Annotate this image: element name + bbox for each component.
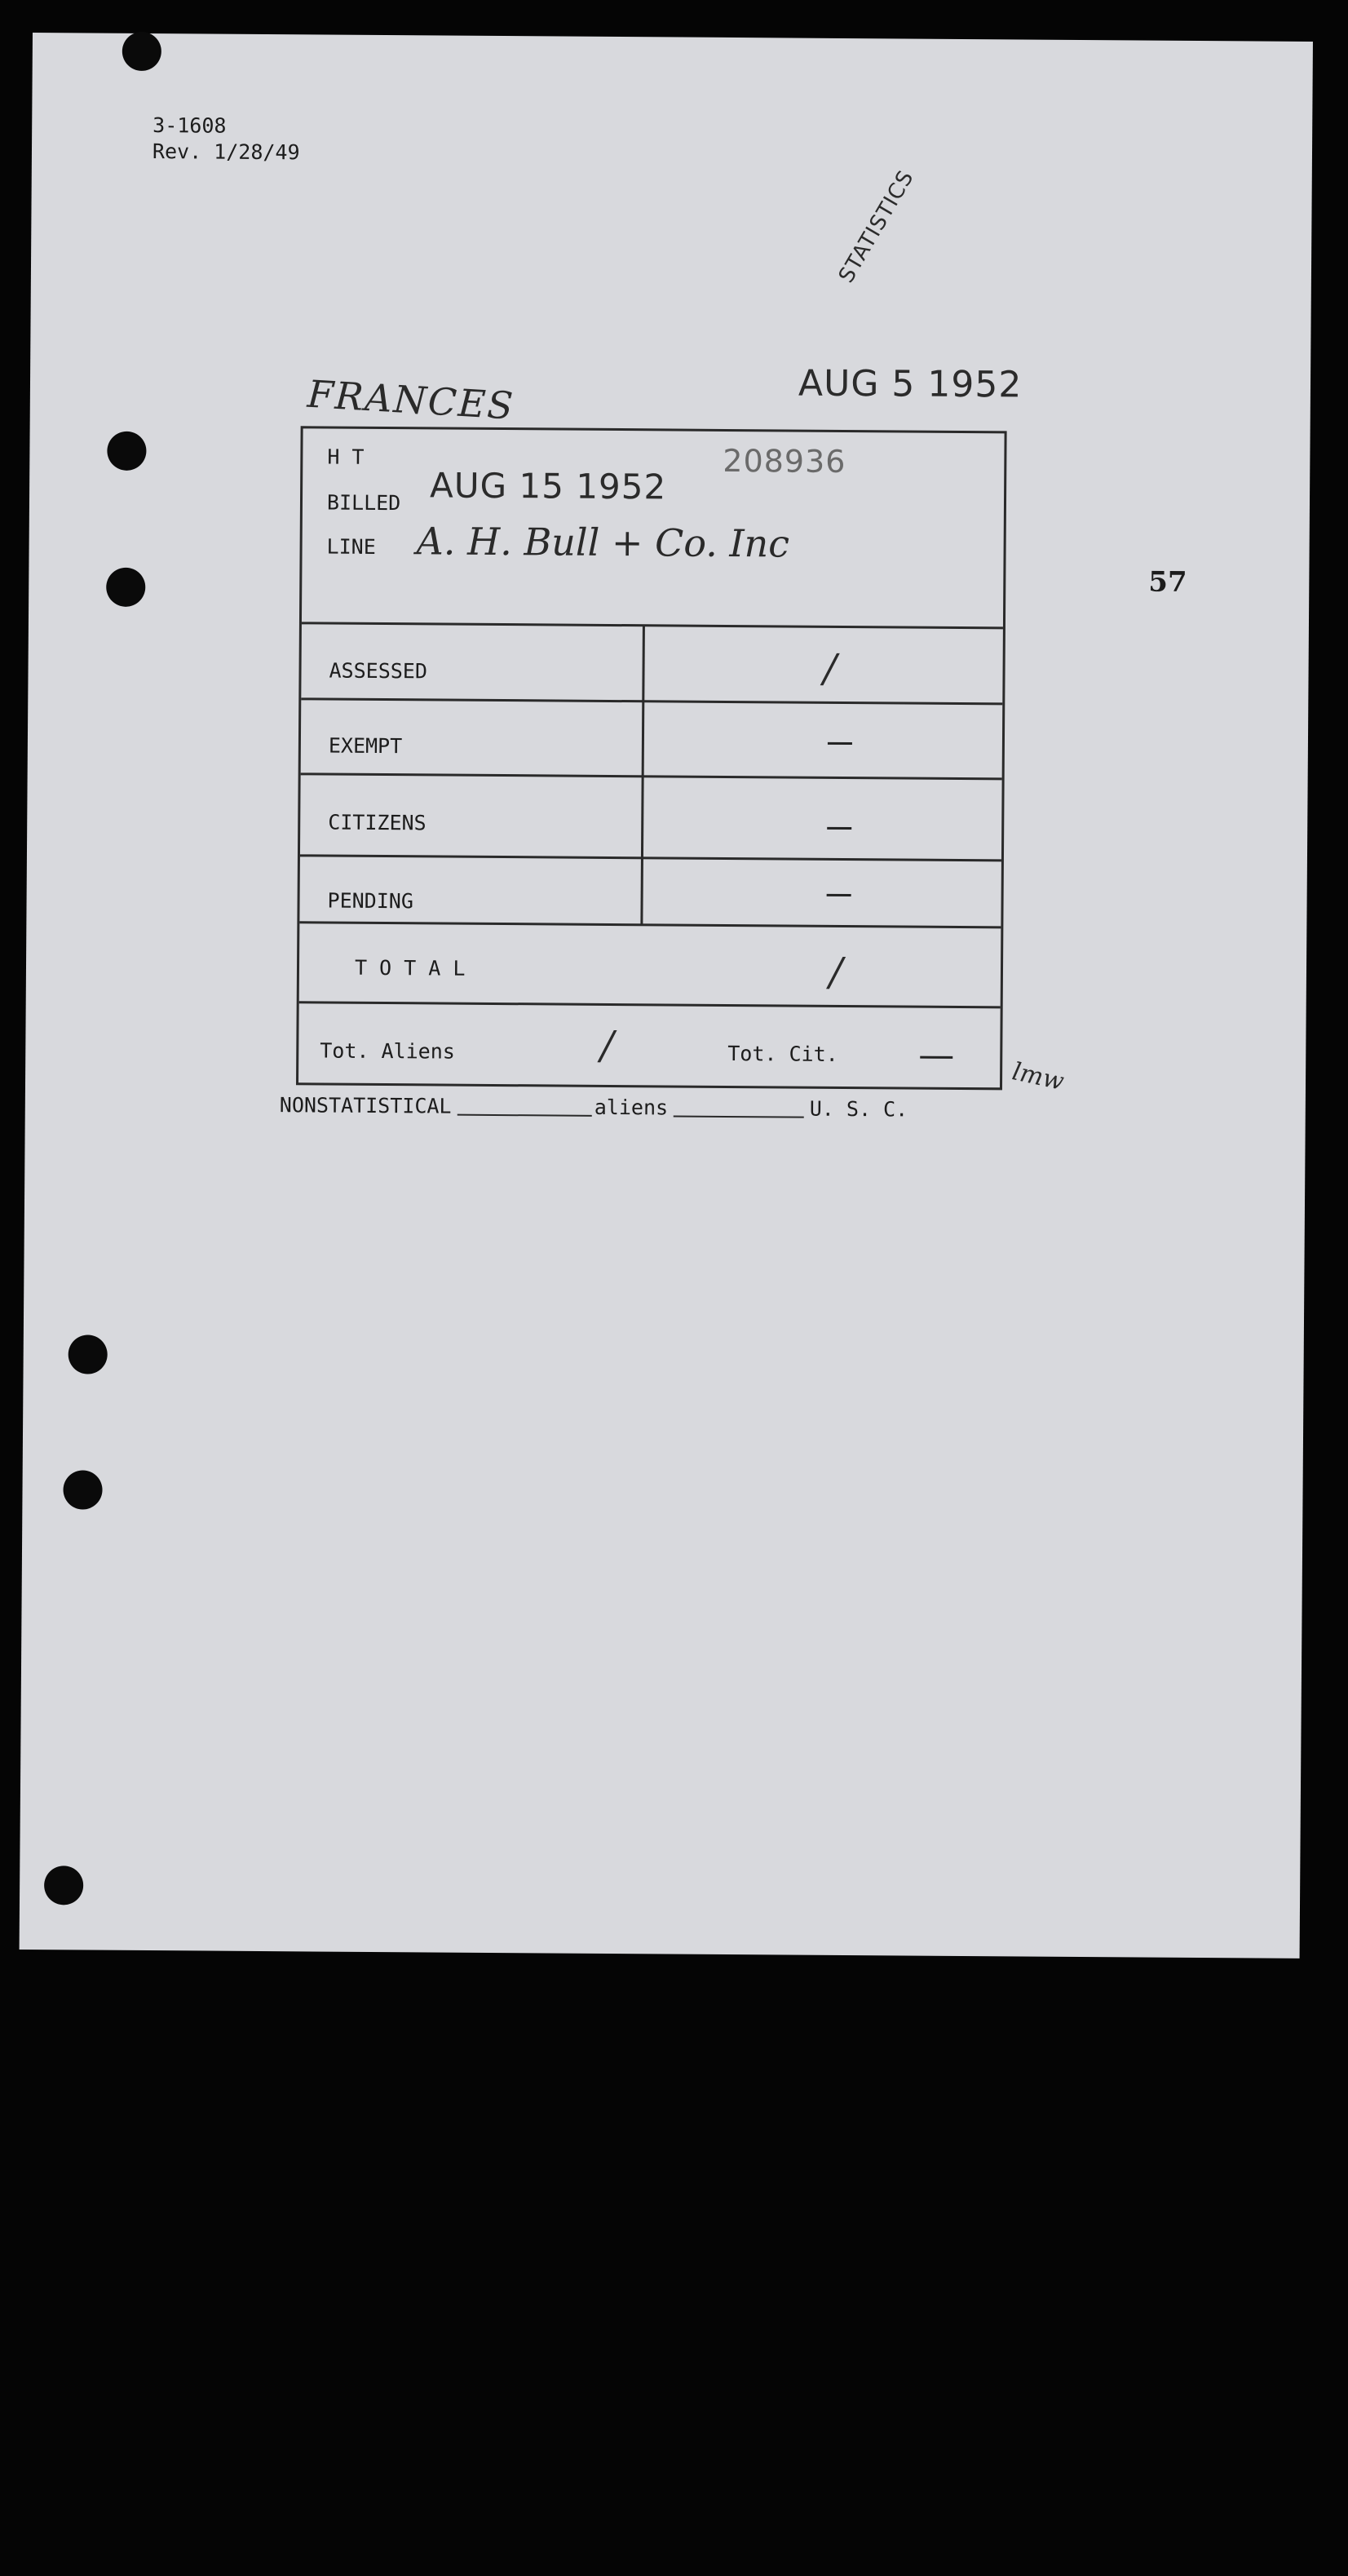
aliens-underline [674,1116,804,1118]
line-label: LINE [326,534,376,559]
pending-label: PENDING [327,888,414,914]
divider [301,697,1002,705]
line-name-handwritten: A. H. Bull + Co. Inc [416,519,790,566]
divider [301,772,1002,780]
stat-form-box [296,426,1007,1090]
serial-number-stamp: 208936 [723,442,846,480]
divider [302,622,1003,629]
ht-label: H T [327,445,365,469]
tot-cit-value [920,1056,952,1059]
received-date-stamp: AUG 5 1952 [798,362,1023,406]
assessed-value: / [823,645,837,692]
punch-hole [107,432,146,471]
nonstatistical-label: NONSTATISTICAL [279,1093,452,1118]
nonstat-underline [457,1114,592,1117]
tot-cit-label: Tot. Cit. [727,1041,838,1066]
citizens-value [827,827,851,830]
exempt-value [828,742,852,745]
ship-name-handwritten: FRANCES [306,371,516,428]
divider [299,1001,1001,1008]
punch-hole [122,32,161,71]
exempt-label: EXEMPT [328,733,403,759]
tot-aliens-value: / [600,1022,614,1069]
assessed-label: ASSESSED [329,658,428,684]
billed-label: BILLED [326,490,401,516]
total-label: T O T A L [354,955,466,980]
punch-hole [44,1866,83,1905]
document-card [20,33,1313,1959]
statistics-stamp: STATISTICS [833,166,919,288]
divider [299,921,1001,928]
citizens-label: CITIZENS [328,810,426,835]
initials-handwritten: lmw [1010,1057,1067,1097]
aliens-label: aliens [594,1095,669,1120]
punch-hole [63,1470,102,1509]
form-revision: Rev. 1/28/49 [152,139,300,165]
pending-value [827,894,851,896]
page-number: 57 [1148,565,1187,599]
divider [300,854,1001,861]
billed-date-stamp: AUG 15 1952 [429,465,667,507]
total-value: / [829,949,843,995]
tot-aliens-label: Tot. Aliens [320,1038,455,1064]
punch-hole [106,568,145,607]
usc-label: U. S. C. [809,1096,908,1122]
punch-hole [69,1334,108,1374]
form-number: 3-1608 [152,113,227,138]
